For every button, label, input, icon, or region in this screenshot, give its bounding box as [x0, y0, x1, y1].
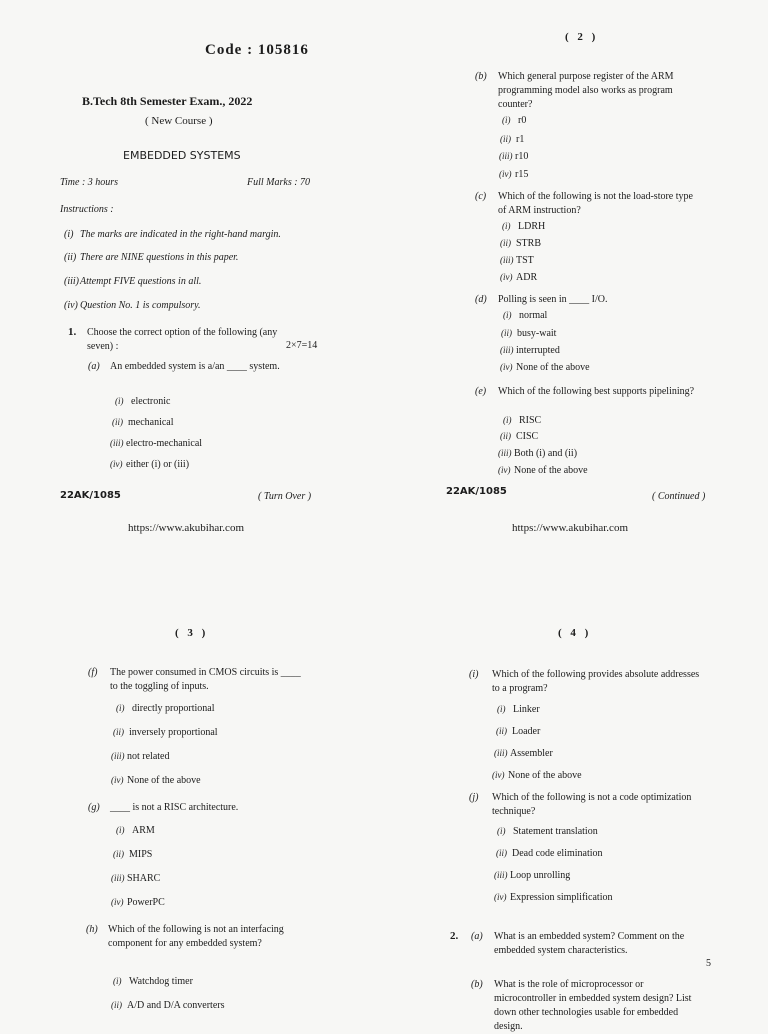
option [497, 704, 540, 715]
option [499, 169, 528, 180]
full-marks-label: Full Marks : 70 [247, 177, 311, 188]
instruction-number: (iii) [64, 276, 79, 287]
option [113, 849, 152, 860]
question-marks: 5 [706, 958, 711, 969]
option-text: ARM [132, 825, 155, 836]
option-number: (iii) [500, 345, 514, 355]
option-number: (i) [497, 704, 506, 714]
option-text: None of the above [516, 362, 590, 373]
option-text: RISC [519, 415, 542, 426]
instruction-text: There are NINE questions in this paper. [80, 252, 239, 263]
option-number: (i) [115, 396, 124, 406]
option-number: (ii) [113, 849, 124, 859]
option [494, 892, 613, 903]
option [500, 362, 590, 373]
footer-code: 22AK/1085 [446, 486, 507, 497]
option [499, 151, 528, 162]
option [500, 431, 538, 442]
option [111, 897, 165, 908]
option [503, 415, 541, 426]
instruction-text: Attempt FIVE questions in all. [80, 276, 202, 287]
option-number: (iii) [500, 255, 514, 265]
option-text: ADR [516, 272, 538, 283]
option [497, 826, 598, 837]
footer-code: 22AK/1085 [60, 490, 121, 501]
option [116, 703, 214, 714]
option-text: r1 [516, 134, 525, 145]
sub-question-text: Polling is seen in ____ I/O. [498, 294, 608, 305]
sub-question-label: (f) [88, 667, 98, 678]
option-number: (iv) [498, 465, 511, 475]
option-number: (ii) [496, 726, 507, 736]
option-number: (iii) [110, 438, 124, 448]
option-text: Dead code elimination [512, 848, 603, 859]
instruction-text: Question No. 1 is compulsory. [80, 300, 201, 311]
option-number: (ii) [500, 431, 511, 441]
option-text: None of the above [508, 770, 582, 781]
question-text: Choose the correct option of the following (any seven) : [87, 327, 278, 352]
option-number: (iii) [111, 751, 125, 761]
footer-note: ( Turn Over ) [258, 491, 312, 502]
question-block [85, 666, 325, 791]
instruction-item [64, 252, 238, 263]
option-number: (ii) [500, 134, 511, 144]
option [111, 751, 169, 762]
option-text: inversely proportional [129, 727, 218, 738]
exam-code: Code : 105816 [205, 42, 309, 58]
option-number: (i) [502, 221, 511, 231]
source-url[interactable]: https://www.akubihar.com [128, 522, 244, 534]
sub-question-label: (d) [475, 294, 487, 305]
option-text: r0 [518, 115, 527, 126]
option-text: MIPS [129, 849, 153, 860]
option-text: TST [516, 255, 534, 266]
instruction-item [64, 276, 201, 287]
exam-title: B.Tech 8th Semester Exam., 2022 [82, 94, 253, 108]
option-text: PowerPC [127, 897, 165, 908]
option [496, 848, 603, 859]
option [498, 448, 577, 459]
sub-question-text: Which of the following is not a code optimization technique? [492, 792, 692, 817]
option-text: electronic [131, 396, 171, 407]
sub-question-text: Which of the following is not an interfacing component for any embedded system? [108, 924, 284, 949]
option [496, 726, 540, 737]
sub-question-label: (i) [469, 669, 479, 680]
option-number: (iv) [110, 459, 123, 469]
option [498, 465, 588, 476]
option [116, 825, 155, 836]
option [501, 328, 556, 339]
option-text: SHARC [127, 873, 161, 884]
option-number: (i) [116, 703, 125, 713]
instructions-heading: Instructions : [60, 204, 114, 215]
option-text: normal [519, 310, 548, 321]
option-text: electro-mechanical [126, 438, 203, 449]
sub-question-text: What is the role of microprocessor or microcontroller in embedded system design? List down other technologies usable for embedded design. [494, 979, 692, 1032]
sub-question-label: (h) [86, 924, 98, 935]
instruction-number: (iv) [64, 300, 78, 311]
option-text: CISC [516, 431, 539, 442]
option [500, 255, 534, 266]
question-block [470, 190, 710, 290]
option [110, 459, 189, 470]
option-number: (iv) [500, 272, 513, 282]
option-text: STRB [516, 238, 542, 249]
option-text: Linker [513, 704, 540, 715]
option-text: Statement translation [513, 826, 598, 837]
question-marks: 2×7=14 [286, 340, 318, 351]
option-number: (iv) [111, 775, 124, 785]
option [111, 775, 201, 786]
option-number: (iii) [494, 748, 508, 758]
question-number: 2. [450, 930, 459, 942]
option-text: None of the above [127, 775, 201, 786]
option-number: (iv) [499, 169, 512, 179]
option-number: (iii) [498, 448, 512, 458]
option-number: (iii) [494, 870, 508, 880]
option-text: r10 [515, 151, 529, 162]
option-number: (iv) [492, 770, 505, 780]
option-number: (i) [503, 310, 512, 320]
option [500, 272, 537, 283]
option-number: (iii) [111, 873, 125, 883]
option [494, 870, 570, 881]
option-text: Loop unrolling [510, 870, 571, 881]
question-block [470, 385, 710, 480]
question-block [470, 293, 710, 378]
option-number: (i) [116, 825, 125, 835]
option [111, 873, 160, 884]
question-block [466, 668, 716, 786]
time-label: Time : 3 hours [60, 177, 119, 188]
option-number: (i) [113, 976, 122, 986]
sub-question-text: ____ is not a RISC architecture. [110, 802, 239, 813]
source-url[interactable]: https://www.akubihar.com [512, 522, 628, 534]
option-number: (ii) [111, 1000, 122, 1010]
instruction-text: The marks are indicated in the right-hand margin. [80, 229, 281, 240]
option-text: Expression simplification [510, 892, 613, 903]
option [110, 438, 202, 449]
option [500, 134, 524, 145]
footer-note: ( Continued ) [652, 491, 706, 502]
option-text: mechanical [128, 417, 174, 428]
sub-question-text: Which general purpose register of the ARM programming model also works as program counter? [498, 71, 674, 110]
question-block [470, 70, 710, 182]
sub-question-text: Which of the following provides absolute addresses to a program? [492, 669, 700, 694]
sub-question-label: (a) [88, 361, 100, 372]
question-block [466, 791, 716, 911]
option-text: interrupted [516, 345, 560, 356]
option-number: (iii) [499, 151, 513, 161]
question-number: 1. [68, 326, 77, 338]
subject-title: EMBEDDED SYSTEMS [123, 149, 241, 162]
option-number: (i) [497, 826, 506, 836]
option [500, 345, 560, 356]
option-text: Assembler [510, 748, 553, 759]
question-block [85, 923, 325, 1023]
option [500, 238, 541, 249]
instruction-item [64, 229, 281, 240]
option [111, 1000, 224, 1011]
sub-question-text: What is an embedded system? Comment on the embedded system characteristics. [494, 931, 685, 956]
page-number: ( 4 ) [558, 627, 592, 639]
option-text: A/D and D/A converters [127, 1000, 225, 1011]
sub-question-text: The power consumed in CMOS circuits is ____ to the toggling of inputs. [110, 667, 301, 692]
option-text: directly proportional [132, 703, 215, 714]
sub-question-text: Which of the following is not the load-store type of ARM instruction? [498, 191, 693, 216]
option-text: r15 [515, 169, 529, 180]
option-number: (ii) [500, 238, 511, 248]
option [502, 221, 545, 232]
sub-question-label: (c) [475, 191, 487, 202]
sub-question-label: (b) [475, 71, 487, 82]
sub-question-label: (e) [475, 386, 487, 397]
instruction-item [64, 300, 201, 311]
option-number: (ii) [113, 727, 124, 737]
page-number: ( 3 ) [175, 627, 209, 639]
sub-question-text: Which of the following best supports pipelining? [498, 386, 695, 397]
option-text: either (i) or (iii) [126, 459, 190, 470]
page-number: ( 2 ) [565, 31, 599, 43]
option [502, 115, 526, 126]
option-text: Watchdog timer [129, 976, 193, 987]
option [503, 310, 547, 321]
option [113, 727, 218, 738]
option [113, 976, 193, 987]
option [494, 748, 553, 759]
option-text: None of the above [514, 465, 588, 476]
option-number: (iv) [111, 897, 124, 907]
option-text: not related [127, 751, 170, 762]
option [112, 417, 174, 428]
sub-question-label: (a) [471, 931, 483, 942]
option-number: (i) [502, 115, 511, 125]
option-text: Both (i) and (ii) [514, 448, 578, 459]
sub-question-label: (j) [469, 792, 479, 803]
option-number: (iv) [494, 892, 507, 902]
course-type: ( New Course ) [145, 115, 213, 127]
option-text: Loader [512, 726, 541, 737]
option-number: (ii) [501, 328, 512, 338]
option-number: (ii) [496, 848, 507, 858]
option-text: busy-wait [517, 328, 557, 339]
option-number: (i) [503, 415, 512, 425]
option-number: (ii) [112, 417, 123, 427]
option [115, 396, 170, 407]
sub-question-label: (g) [88, 802, 100, 813]
instruction-number: (ii) [64, 252, 77, 263]
sub-question-label: (b) [471, 979, 483, 990]
option-text: LDRH [518, 221, 546, 232]
question-block [85, 801, 325, 911]
option-number: (iv) [500, 362, 513, 372]
sub-question-text: An embedded system is a/an ____ system. [110, 361, 280, 372]
option [492, 770, 582, 781]
instruction-number: (i) [64, 229, 74, 240]
